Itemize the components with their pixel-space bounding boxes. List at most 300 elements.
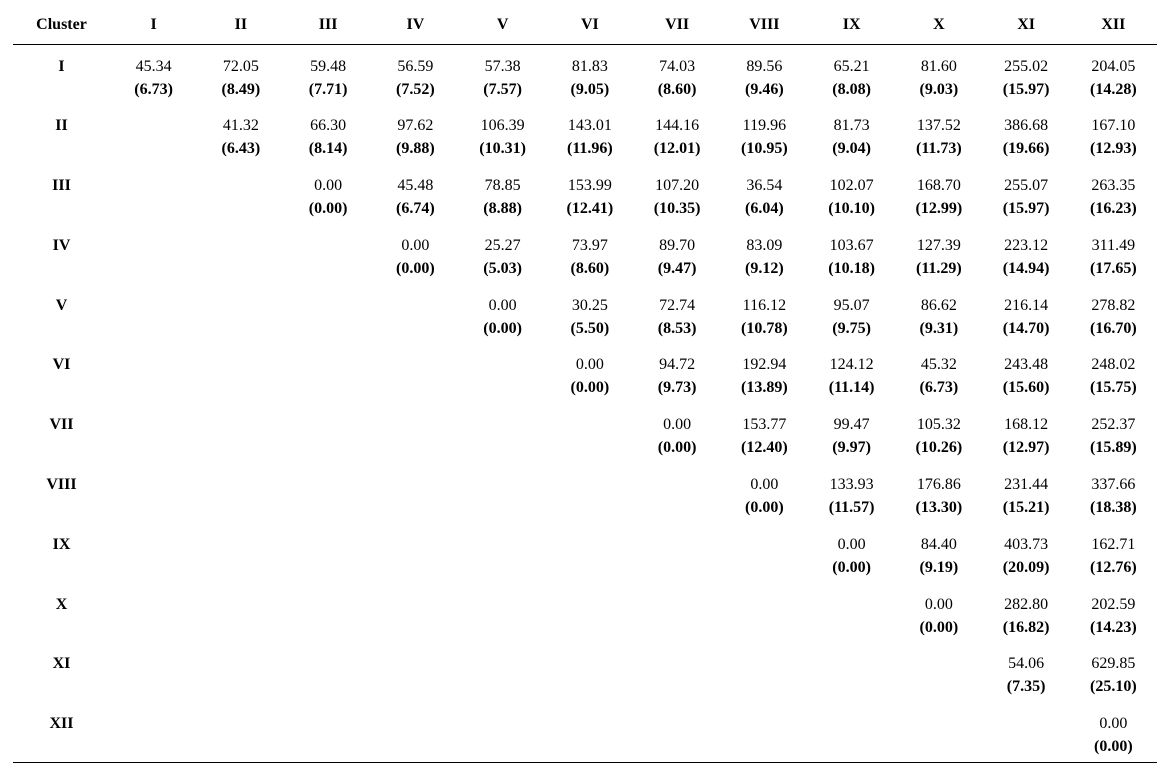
cell-sd: (0.00) xyxy=(657,439,697,457)
cell-sd: (9.19) xyxy=(919,558,959,576)
table-cell xyxy=(459,224,546,284)
cell-value: 137.52 xyxy=(916,117,961,135)
cell-value: 0.00 xyxy=(1099,715,1128,733)
cell-sd: (14.28) xyxy=(1090,81,1137,98)
cell-value: 311.49 xyxy=(1091,236,1136,254)
empty-cell xyxy=(372,284,459,344)
table-cell xyxy=(983,45,1070,105)
empty-cell xyxy=(285,284,372,344)
row-label: I xyxy=(58,58,65,75)
empty-cell xyxy=(197,702,284,763)
cell-sd: (0.00) xyxy=(483,319,522,337)
empty-cell xyxy=(285,403,372,463)
empty-cell xyxy=(110,224,197,284)
cell-sd: (9.04) xyxy=(832,140,871,158)
cell-sd: (0.00) xyxy=(745,499,784,517)
cell-value: 167.10 xyxy=(1091,117,1136,135)
table-cell xyxy=(721,224,808,284)
cell-sd: (16.82) xyxy=(1002,618,1050,636)
cell-sd: (9.97) xyxy=(832,439,871,457)
cell-value: 223.12 xyxy=(1004,236,1049,254)
empty-cell xyxy=(285,702,372,763)
table-cell xyxy=(983,403,1070,463)
cell-value: 204.05 xyxy=(1091,58,1136,75)
row-label: XI xyxy=(52,655,71,673)
empty-cell xyxy=(634,702,721,763)
table-cell xyxy=(1070,583,1157,643)
cell-sd: (12.76) xyxy=(1090,558,1137,576)
cell-sd: (8.49) xyxy=(221,81,261,98)
table-cell xyxy=(983,583,1070,643)
table-cell xyxy=(1070,164,1157,224)
cell-sd: (10.35) xyxy=(653,200,701,218)
cell-sd: (12.41) xyxy=(566,200,614,218)
table-cell xyxy=(808,104,895,164)
table-header-row xyxy=(13,6,1157,45)
table-cell xyxy=(1070,523,1157,583)
column-header: VI xyxy=(546,6,633,45)
empty-cell xyxy=(634,463,721,523)
empty-cell xyxy=(110,403,197,463)
cell-value: 81.73 xyxy=(833,117,870,135)
cell-sd: (18.38) xyxy=(1090,499,1137,517)
row-label: IV xyxy=(52,236,71,254)
empty-cell xyxy=(808,702,895,763)
cell-sd: (0.00) xyxy=(832,558,871,576)
empty-cell xyxy=(197,224,284,284)
cell-value: 153.77 xyxy=(742,416,787,434)
cell-sd: (9.46) xyxy=(745,81,784,98)
column-header: IV xyxy=(372,6,459,45)
table-row xyxy=(13,642,1157,702)
empty-cell xyxy=(285,642,372,702)
cell-value: 45.48 xyxy=(397,177,434,195)
empty-cell xyxy=(197,343,284,403)
empty-cell xyxy=(110,104,197,164)
table-cell xyxy=(808,343,895,403)
empty-cell xyxy=(546,642,633,702)
cell-value: 0.00 xyxy=(750,476,779,494)
column-header: X xyxy=(895,6,982,45)
table-cell xyxy=(895,164,982,224)
column-header: XII xyxy=(1070,6,1157,45)
table-cell xyxy=(546,224,633,284)
cell-sd: (11.73) xyxy=(915,140,962,158)
empty-cell xyxy=(546,523,633,583)
empty-cell xyxy=(285,224,372,284)
table-row xyxy=(13,343,1157,403)
cell-sd: (6.04) xyxy=(745,200,784,218)
cell-sd: (9.75) xyxy=(832,319,871,337)
table-cell xyxy=(721,463,808,523)
cell-sd: (12.01) xyxy=(653,140,701,158)
table-row xyxy=(13,45,1157,105)
empty-cell xyxy=(285,523,372,583)
cell-value: 119.96 xyxy=(742,117,787,135)
table-row xyxy=(13,104,1157,164)
row-label: III xyxy=(52,177,71,195)
cell-sd: (8.60) xyxy=(570,259,610,277)
empty-cell xyxy=(808,642,895,702)
column-header: VII xyxy=(634,6,721,45)
column-header: V xyxy=(459,6,546,45)
cell-value: 78.85 xyxy=(484,177,521,195)
empty-cell xyxy=(285,463,372,523)
cell-sd: (10.78) xyxy=(741,319,788,337)
cell-value: 0.00 xyxy=(837,535,866,553)
row-label: XII xyxy=(13,702,110,763)
table-cell xyxy=(1070,45,1157,105)
cell-sd: (19.66) xyxy=(1002,140,1050,158)
row-label: VIII xyxy=(46,476,77,494)
cell-value: 337.66 xyxy=(1091,476,1136,494)
cell-value: 106.39 xyxy=(480,117,525,135)
cell-value: 124.12 xyxy=(829,356,874,374)
table-cell xyxy=(721,45,808,105)
empty-cell xyxy=(197,523,284,583)
table-cell xyxy=(546,104,633,164)
row-label: VII xyxy=(49,416,74,434)
empty-cell xyxy=(634,642,721,702)
cell-sd: (9.03) xyxy=(919,81,959,98)
cell-value: 25.27 xyxy=(484,236,521,254)
cell-sd: (0.00) xyxy=(1094,738,1133,756)
column-header: VIII xyxy=(721,6,808,45)
table-cell xyxy=(1070,224,1157,284)
cell-sd: (6.73) xyxy=(919,379,959,397)
empty-cell xyxy=(197,642,284,702)
cell-sd: (13.89) xyxy=(741,379,788,397)
row-label: X xyxy=(55,595,68,613)
cell-value: 0.00 xyxy=(924,595,953,613)
cell-sd: (6.74) xyxy=(396,200,435,218)
cell-sd: (0.00) xyxy=(919,618,959,636)
cell-value: 0.00 xyxy=(314,177,343,195)
cell-sd: (16.70) xyxy=(1090,319,1137,337)
cell-value: 41.32 xyxy=(222,117,259,135)
cell-value: 403.73 xyxy=(1004,535,1049,553)
empty-cell xyxy=(895,642,982,702)
cell-value: 116.12 xyxy=(742,296,787,314)
cell-sd: (15.75) xyxy=(1090,379,1137,397)
cell-sd: (6.73) xyxy=(134,81,173,98)
cluster-distance-table xyxy=(13,6,1157,763)
empty-cell xyxy=(197,463,284,523)
cluster-distance-table-wrapper xyxy=(13,6,1157,763)
empty-cell xyxy=(895,702,982,763)
cell-value: 73.97 xyxy=(571,236,608,254)
cell-value: 72.05 xyxy=(222,58,259,75)
table-cell xyxy=(895,224,982,284)
table-cell xyxy=(895,45,982,105)
table-cell xyxy=(197,104,284,164)
cell-value: 243.48 xyxy=(1004,356,1049,374)
column-header: I xyxy=(110,6,197,45)
cell-value: 103.67 xyxy=(829,236,874,254)
table-cell xyxy=(634,104,721,164)
cell-sd: (10.18) xyxy=(828,259,875,277)
column-header: III xyxy=(285,6,372,45)
empty-cell xyxy=(634,523,721,583)
empty-cell xyxy=(372,642,459,702)
table-cell xyxy=(983,284,1070,344)
cell-value: 94.72 xyxy=(659,356,696,374)
cell-value: 0.00 xyxy=(488,296,517,314)
cell-value: 263.35 xyxy=(1091,177,1136,195)
cell-value: 168.12 xyxy=(1004,416,1049,434)
cell-sd: (11.96) xyxy=(566,140,613,158)
cell-sd: (8.08) xyxy=(832,81,871,98)
table-cell xyxy=(285,164,372,224)
table-cell xyxy=(372,224,459,284)
table-cell xyxy=(1070,702,1157,763)
table-cell xyxy=(983,224,1070,284)
empty-cell xyxy=(197,583,284,643)
cell-value: 81.60 xyxy=(920,58,957,75)
table-cell xyxy=(634,224,721,284)
table-cell xyxy=(1070,284,1157,344)
cell-value: 133.93 xyxy=(829,476,874,494)
cell-sd: (9.73) xyxy=(657,379,697,397)
table-cell xyxy=(895,463,982,523)
table-row xyxy=(13,523,1157,583)
column-header: XI xyxy=(983,6,1070,45)
empty-cell xyxy=(197,164,284,224)
cell-value: 81.83 xyxy=(571,58,608,75)
cell-sd: (8.53) xyxy=(657,319,697,337)
cell-value: 86.62 xyxy=(920,296,957,314)
table-cell xyxy=(983,343,1070,403)
empty-cell xyxy=(285,343,372,403)
cell-value: 107.20 xyxy=(655,177,700,195)
table-cell xyxy=(808,284,895,344)
header-cluster: Cluster xyxy=(13,6,110,45)
column-header: II xyxy=(197,6,284,45)
table-cell xyxy=(808,224,895,284)
table-body xyxy=(13,45,1157,763)
table-cell xyxy=(983,164,1070,224)
cell-sd: (15.97) xyxy=(1002,81,1050,98)
column-header: IX xyxy=(808,6,895,45)
cell-sd: (10.10) xyxy=(828,200,875,218)
cell-value: 176.86 xyxy=(916,476,961,494)
cell-value: 248.02 xyxy=(1091,356,1136,374)
empty-cell xyxy=(110,463,197,523)
empty-cell xyxy=(372,343,459,403)
cell-sd: (9.88) xyxy=(396,140,435,158)
cell-sd: (0.00) xyxy=(308,200,348,218)
cell-sd: (9.31) xyxy=(919,319,959,337)
cell-value: 282.80 xyxy=(1004,595,1049,613)
cell-value: 83.09 xyxy=(746,236,783,254)
table-row xyxy=(13,284,1157,344)
cell-value: 102.07 xyxy=(829,177,874,195)
table-cell xyxy=(459,104,546,164)
table-cell xyxy=(459,164,546,224)
table-cell xyxy=(1070,642,1157,702)
cell-sd: (12.97) xyxy=(1002,439,1050,457)
empty-cell xyxy=(546,403,633,463)
empty-cell xyxy=(459,583,546,643)
cell-sd: (12.40) xyxy=(741,439,788,457)
cell-value: 162.71 xyxy=(1091,535,1136,553)
cell-sd: (8.14) xyxy=(308,140,348,158)
empty-cell xyxy=(110,583,197,643)
cell-value: 54.06 xyxy=(1008,655,1045,673)
cell-sd: (15.60) xyxy=(1002,379,1050,397)
cell-sd: (14.23) xyxy=(1090,618,1137,636)
cell-value: 97.62 xyxy=(397,117,434,135)
empty-cell xyxy=(197,403,284,463)
table-cell xyxy=(459,284,546,344)
empty-cell xyxy=(110,164,197,224)
cell-sd: (12.99) xyxy=(915,200,963,218)
table-cell xyxy=(808,45,895,105)
table-cell xyxy=(983,523,1070,583)
cell-value: 30.25 xyxy=(571,296,608,314)
cell-sd: (17.65) xyxy=(1090,259,1137,277)
table-row xyxy=(13,583,1157,643)
table-cell xyxy=(546,45,633,105)
cell-value: 216.14 xyxy=(1004,296,1049,314)
empty-cell xyxy=(808,583,895,643)
cell-sd: (15.89) xyxy=(1090,439,1137,457)
cell-value: 278.82 xyxy=(1091,296,1136,314)
cell-sd: (20.09) xyxy=(1002,558,1050,576)
cell-value: 89.56 xyxy=(746,58,783,75)
cell-sd: (16.23) xyxy=(1090,200,1137,218)
cell-value: 74.03 xyxy=(659,58,696,75)
table-row xyxy=(13,702,1157,763)
cell-value: 255.02 xyxy=(1004,58,1049,75)
empty-cell xyxy=(721,583,808,643)
empty-cell xyxy=(372,702,459,763)
cell-sd: (0.00) xyxy=(396,259,435,277)
empty-cell xyxy=(721,523,808,583)
cell-sd: (10.95) xyxy=(741,140,788,158)
table-row xyxy=(13,463,1157,523)
cell-sd: (8.88) xyxy=(483,200,522,218)
cell-value: 255.07 xyxy=(1004,177,1049,195)
cell-value: 65.21 xyxy=(833,58,870,75)
table-cell xyxy=(983,104,1070,164)
cell-sd: (11.29) xyxy=(915,259,962,277)
table-cell xyxy=(285,45,372,105)
empty-cell xyxy=(721,642,808,702)
cell-sd: (9.12) xyxy=(745,259,784,277)
cell-sd: (0.00) xyxy=(570,379,610,397)
cell-value: 629.85 xyxy=(1091,655,1136,673)
table-cell xyxy=(546,343,633,403)
cell-sd: (10.26) xyxy=(915,439,963,457)
cell-value: 45.32 xyxy=(920,356,957,374)
table-cell xyxy=(1070,343,1157,403)
cell-sd: (13.30) xyxy=(915,499,963,517)
empty-cell xyxy=(110,343,197,403)
cell-value: 0.00 xyxy=(575,356,604,374)
table-cell xyxy=(110,45,197,105)
empty-cell xyxy=(372,523,459,583)
table-cell xyxy=(895,583,982,643)
table-cell xyxy=(634,45,721,105)
table-cell xyxy=(634,284,721,344)
table-row xyxy=(13,403,1157,463)
cell-value: 127.39 xyxy=(916,236,961,254)
cell-value: 45.34 xyxy=(135,58,172,75)
cell-value: 153.99 xyxy=(567,177,612,195)
table-cell xyxy=(721,403,808,463)
cell-sd: (12.93) xyxy=(1090,140,1137,158)
table-row xyxy=(13,224,1157,284)
cell-value: 231.44 xyxy=(1004,476,1049,494)
table-cell xyxy=(808,403,895,463)
table-cell xyxy=(634,343,721,403)
table-cell xyxy=(546,164,633,224)
empty-cell xyxy=(983,702,1070,763)
cell-sd: (8.60) xyxy=(657,81,697,98)
row-label: IX xyxy=(52,535,71,553)
cell-sd: (11.57) xyxy=(828,499,875,517)
cell-value: 105.32 xyxy=(916,416,961,434)
cell-value: 144.16 xyxy=(655,117,700,135)
table-cell xyxy=(895,523,982,583)
empty-cell xyxy=(459,523,546,583)
cell-sd: (14.94) xyxy=(1002,259,1050,277)
cell-sd: (5.50) xyxy=(570,319,610,337)
empty-cell xyxy=(197,284,284,344)
row-label: II xyxy=(55,117,68,135)
table-cell xyxy=(634,164,721,224)
cell-value: 95.07 xyxy=(833,296,870,314)
empty-cell xyxy=(110,284,197,344)
table-cell xyxy=(546,284,633,344)
cell-value: 192.94 xyxy=(742,356,787,374)
cell-value: 143.01 xyxy=(567,117,612,135)
cell-value: 84.40 xyxy=(920,535,957,553)
cell-sd: (15.97) xyxy=(1002,200,1050,218)
empty-cell xyxy=(110,702,197,763)
cell-value: 386.68 xyxy=(1004,117,1049,135)
cell-value: 59.48 xyxy=(310,58,347,75)
table-cell xyxy=(721,284,808,344)
cell-sd: (5.03) xyxy=(483,259,522,277)
cell-value: 99.47 xyxy=(833,416,870,434)
table-cell xyxy=(808,463,895,523)
table-cell xyxy=(372,104,459,164)
table-cell xyxy=(721,164,808,224)
cell-value: 66.30 xyxy=(310,117,347,135)
empty-cell xyxy=(372,463,459,523)
empty-cell xyxy=(546,463,633,523)
cell-sd: (14.70) xyxy=(1002,319,1050,337)
table-cell xyxy=(983,463,1070,523)
table-cell xyxy=(895,104,982,164)
table-cell xyxy=(372,164,459,224)
empty-cell xyxy=(110,523,197,583)
cell-value: 89.70 xyxy=(659,236,696,254)
cell-sd: (15.21) xyxy=(1002,499,1050,517)
empty-cell xyxy=(546,702,633,763)
table-cell xyxy=(895,343,982,403)
cell-value: 252.37 xyxy=(1091,416,1136,434)
table-cell xyxy=(372,45,459,105)
table-cell xyxy=(808,523,895,583)
table-cell xyxy=(1070,403,1157,463)
table-cell xyxy=(721,104,808,164)
table-cell xyxy=(285,104,372,164)
empty-cell xyxy=(634,583,721,643)
table-cell xyxy=(895,403,982,463)
